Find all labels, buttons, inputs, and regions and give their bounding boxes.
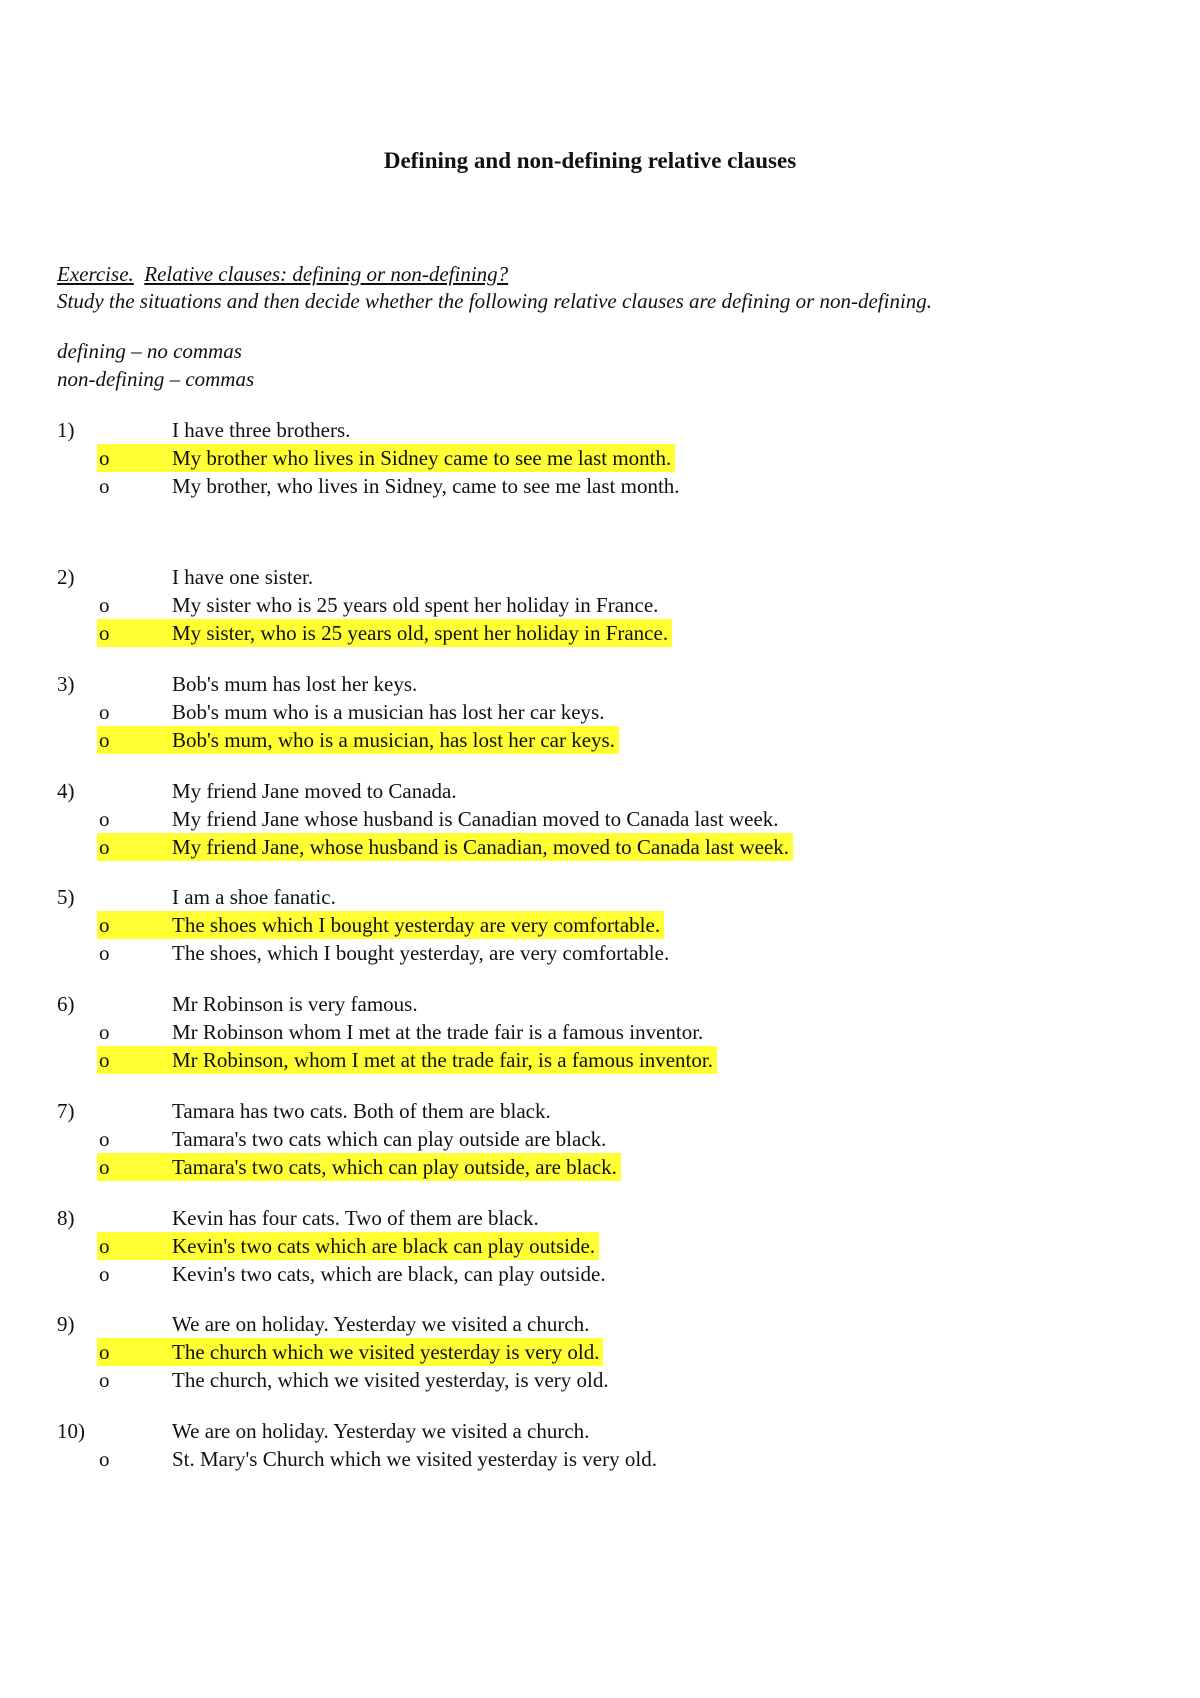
exercise-label: Exercise.: [57, 262, 134, 286]
question-item: [0, 1310, 1200, 1394]
option-text: Mr Robinson, whom I met at the trade fair, is a famous inventor.: [172, 1046, 717, 1074]
question-item: [0, 1097, 1200, 1181]
answer-option: [0, 939, 1200, 967]
question-stem: Bob's mum has lost her keys.: [172, 672, 418, 696]
exercise-heading: [57, 260, 508, 288]
option-text: The church which we visited yesterday is very old.: [172, 1338, 603, 1366]
question-stem: I have three brothers.: [172, 418, 351, 442]
bullet-marker: o: [97, 444, 172, 472]
question-stem: My friend Jane moved to Canada.: [172, 779, 457, 803]
question-stem: We are on holiday. Yesterday we visited a church.: [172, 1312, 590, 1336]
answer-option-highlighted: [0, 619, 1200, 647]
question-number: 5): [57, 885, 75, 909]
answer-option-highlighted: [0, 1046, 1200, 1074]
bullet-marker: o: [99, 1368, 110, 1392]
question-item: [0, 1204, 1200, 1288]
question-stem: I have one sister.: [172, 565, 314, 589]
option-text: The shoes, which I bought yesterday, are very comfortable.: [172, 941, 670, 965]
bullet-marker: o: [99, 1020, 110, 1044]
question-item: [0, 416, 1200, 500]
option-text: My sister who is 25 years old spent her holiday in France.: [172, 593, 659, 617]
option-text: Bob's mum who is a musician has lost her car keys.: [172, 700, 605, 724]
question-item: [0, 883, 1200, 967]
option-text: Kevin's two cats, which are black, can play outside.: [172, 1262, 606, 1286]
answer-option-highlighted: [0, 1232, 1200, 1260]
answer-option: [0, 591, 1200, 619]
question-item: [0, 990, 1200, 1074]
legend-defining: defining – no commas: [57, 339, 242, 363]
bullet-marker: o: [99, 1127, 110, 1151]
bullet-marker: o: [97, 833, 172, 861]
bullet-marker: o: [97, 1338, 172, 1366]
answer-option: [0, 1445, 1200, 1473]
answer-option: [0, 1018, 1200, 1046]
bullet-marker: o: [97, 1046, 172, 1074]
question-stem-row: [0, 563, 1200, 591]
question-stem-row: [0, 416, 1200, 444]
question-number: 2): [57, 565, 75, 589]
bullet-marker: o: [99, 474, 110, 498]
question-stem-row: [0, 777, 1200, 805]
bullet-marker: o: [97, 1232, 172, 1260]
question-number: 9): [57, 1312, 75, 1336]
bullet-marker: o: [99, 700, 110, 724]
bullet-marker: o: [97, 726, 172, 754]
answer-option: [0, 1125, 1200, 1153]
question-stem-row: [0, 1097, 1200, 1125]
question-stem: Kevin has four cats. Two of them are black.: [172, 1206, 539, 1230]
option-text: St. Mary's Church which we visited yesterday is very old.: [172, 1447, 657, 1471]
question-number: 6): [57, 992, 75, 1016]
question-stem-row: [0, 1417, 1200, 1445]
question-item: [0, 563, 1200, 647]
question-item: [0, 670, 1200, 754]
question-number: 3): [57, 672, 75, 696]
answer-option: [0, 472, 1200, 500]
question-stem: Tamara has two cats. Both of them are black.: [172, 1099, 551, 1123]
exercise-instruction: Study the situations and then decide whether the following relative clauses are defining or non-defining.: [57, 289, 933, 313]
question-stem-row: [0, 670, 1200, 698]
question-number: 4): [57, 779, 75, 803]
question-stem-row: [0, 1310, 1200, 1338]
question-number: 8): [57, 1206, 75, 1230]
answer-option-highlighted: [0, 1338, 1200, 1366]
question-number: 1): [57, 418, 75, 442]
question-item: [0, 777, 1200, 861]
answer-option-highlighted: [0, 726, 1200, 754]
page-title: Defining and non-defining relative clauses: [383, 148, 797, 173]
option-text: My friend Jane whose husband is Canadian moved to Canada last week.: [172, 807, 779, 831]
bullet-marker: o: [97, 619, 172, 647]
option-text: Bob's mum, who is a musician, has lost her car keys.: [172, 726, 619, 754]
answer-option: [0, 698, 1200, 726]
option-text: My friend Jane, whose husband is Canadian, moved to Canada last week.: [172, 833, 793, 861]
answer-option-highlighted: [0, 444, 1200, 472]
question-stem-row: [0, 1204, 1200, 1232]
question-number: 10): [57, 1419, 85, 1443]
answer-option: [0, 805, 1200, 833]
answer-option: [0, 1260, 1200, 1288]
bullet-marker: o: [99, 807, 110, 831]
exercise-subtitle: Relative clauses: defining or non-defining?: [144, 262, 509, 286]
option-text: Mr Robinson whom I met at the trade fair is a famous inventor.: [172, 1020, 704, 1044]
bullet-marker: o: [99, 1262, 110, 1286]
answer-option: [0, 1366, 1200, 1394]
option-text: The church, which we visited yesterday, is very old.: [172, 1368, 609, 1392]
option-text: My brother who lives in Sidney came to see me last month.: [172, 444, 675, 472]
option-text: Tamara's two cats which can play outside are black.: [172, 1127, 607, 1151]
bullet-marker: o: [97, 911, 172, 939]
answer-option-highlighted: [0, 1153, 1200, 1181]
question-item: [0, 1417, 1200, 1473]
bullet-marker: o: [99, 593, 110, 617]
bullet-marker: o: [97, 1153, 172, 1181]
question-stem: We are on holiday. Yesterday we visited a church.: [172, 1419, 590, 1443]
answer-option-highlighted: [0, 911, 1200, 939]
question-number: 7): [57, 1099, 75, 1123]
bullet-marker: o: [99, 941, 110, 965]
option-text: My sister, who is 25 years old, spent her holiday in France.: [172, 619, 672, 647]
bullet-marker: o: [99, 1447, 110, 1471]
question-stem: Mr Robinson is very famous.: [172, 992, 418, 1016]
option-text: My brother, who lives in Sidney, came to see me last month.: [172, 474, 680, 498]
answer-option-highlighted: [0, 833, 1200, 861]
legend-nondefining: non-defining – commas: [57, 367, 255, 391]
question-stem: I am a shoe fanatic.: [172, 885, 336, 909]
question-stem-row: [0, 990, 1200, 1018]
option-text: Kevin's two cats which are black can play outside.: [172, 1232, 599, 1260]
question-stem-row: [0, 883, 1200, 911]
option-text: Tamara's two cats, which can play outside, are black.: [172, 1153, 621, 1181]
option-text: The shoes which I bought yesterday are very comfortable.: [172, 911, 664, 939]
